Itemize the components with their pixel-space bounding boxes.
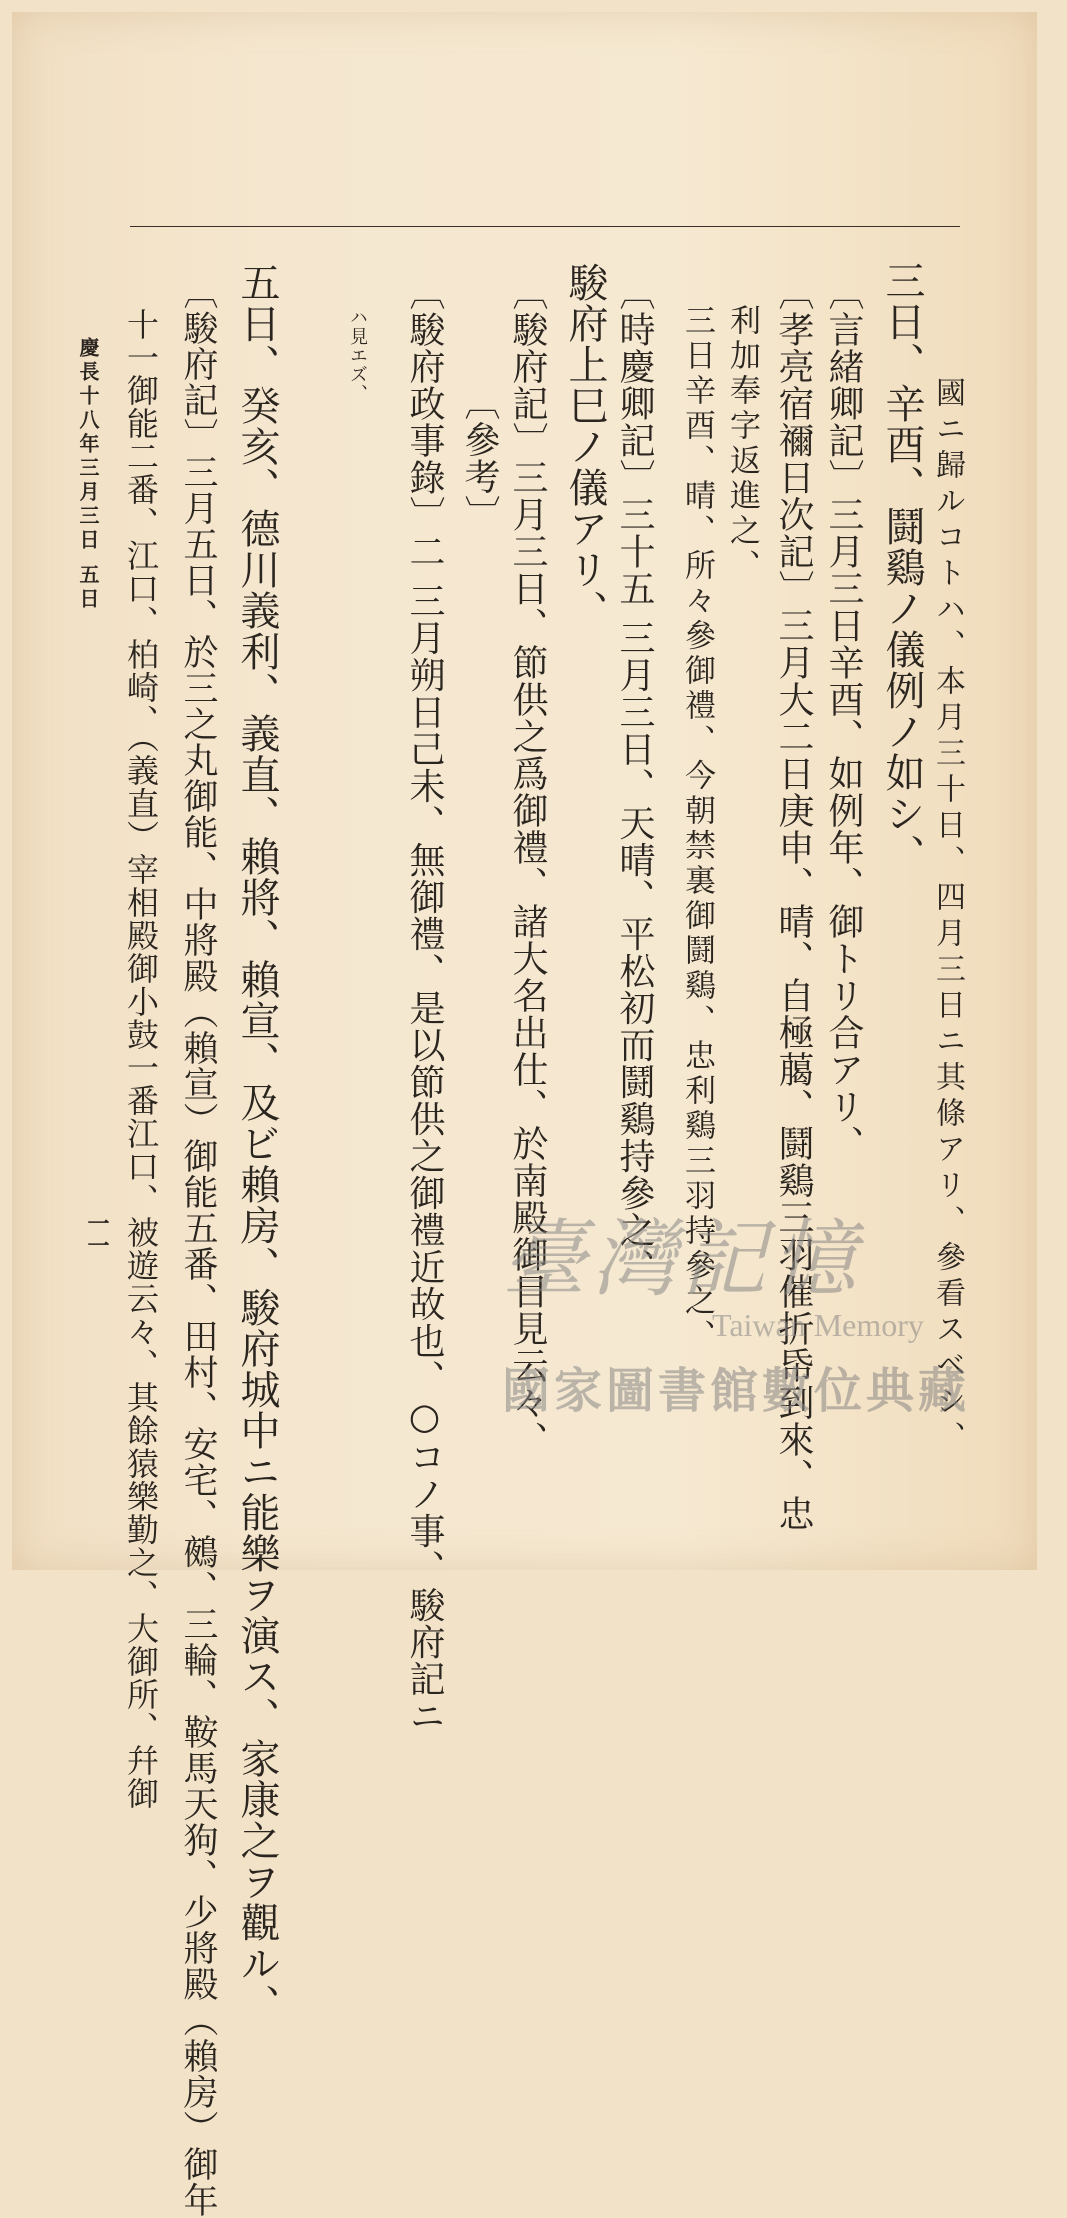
text-column-9: 〔駿府記〕三月三日、節供之爲御禮、諸大名出仕、於南殿御目見云々、	[507, 274, 548, 1458]
text-column-1: 國ニ歸ルコトハ、本月三十日、四月三日ニ其條アリ、參看スベシ、	[930, 377, 965, 1457]
text-column-6: 三日辛酉、晴、所々參御禮、今朝禁裏御鬪鷄、忠利鷄三羽持參之、	[679, 304, 715, 1354]
running-head: 慶長十八年三月三日 五日	[76, 337, 100, 612]
text-column-11: 〔駿府政事錄〕二 三月朔日己未、無御禮、是以節供之御禮近故也、○コノ事、駿府記ニ	[404, 274, 445, 1735]
text-column-3: 〔言緒卿記〕三月三日辛酉、如例年、御トリ合アリ、	[823, 274, 864, 1162]
page-number: 一一	[84, 1212, 110, 1256]
text-column-5: 利加奉字返進之、	[724, 304, 760, 584]
header-rule	[130, 226, 960, 227]
watermark-title: 臺灣記憶	[502, 1210, 863, 1308]
text-column-10: 〔參考〕	[459, 384, 500, 532]
text-column-15: 十一御能二番、江口、柏崎、（義直）宰相殿御小鼓一番江口、被遊云々、其餘猿樂勤之、大御所、幷御	[122, 308, 160, 1810]
text-column-2: 三日、辛酉、鬪鷄ノ儀例ノ如シ、	[879, 260, 925, 875]
text-column-13: 五日、癸亥、德川義利、義直、賴將、賴宣、及ビ賴房、駿府城中ニ能樂ヲ演ス、家康之ヲ觀ル、	[234, 262, 280, 2025]
book-page	[12, 12, 1037, 2218]
watermark	[502, 1192, 982, 1421]
text-column-12: ハ見エズ、	[347, 308, 368, 403]
text-column-7: 〔時慶卿記〕三十五 三月三日、天晴、平松初而鬪鷄持參之、	[614, 274, 655, 1286]
watermark-library: 國家圖書館數位典藏	[502, 1363, 971, 1419]
watermark-subtitle: Taiwan Memory	[712, 1307, 924, 1343]
text-column-14: 〔駿府記〕三月五日、於三之丸御能、中將殿（賴宣）御能五番、田村、安宅、鵺、三輪、鞍馬天狗、少將殿（賴房）御年	[178, 274, 218, 2218]
text-column-8: 駿府上巳ノ儀アリ、	[562, 262, 608, 631]
text-column-4: 〔孝亮宿禰日次記〕三月大二日庚申、晴、自極﨟、鬪鷄三羽催折帋到來、忠	[773, 274, 814, 1532]
